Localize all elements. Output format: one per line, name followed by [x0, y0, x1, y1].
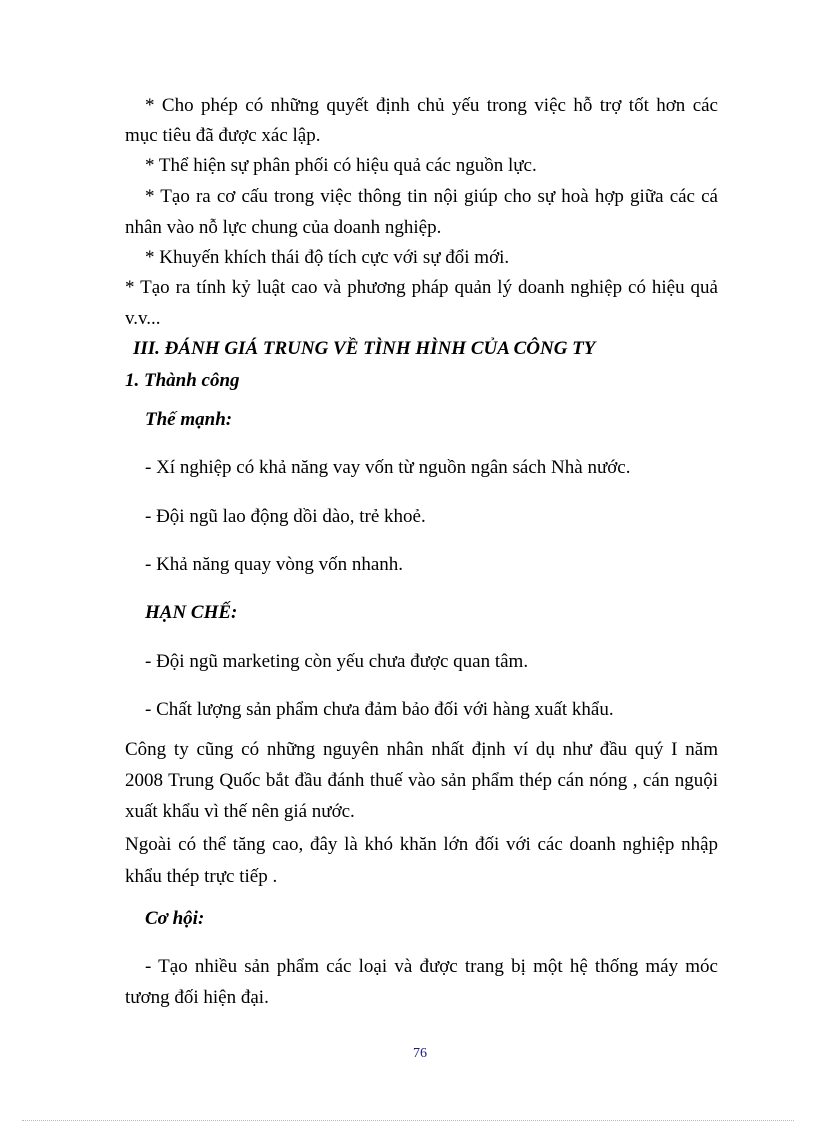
text-line: * Thể hiện sự phân phối có hiệu quả các nguồn lực. [145, 155, 537, 176]
text-line: * Khuyến khích thái độ tích cực với sự đổi mới. [145, 247, 510, 268]
list-item: - Chất lượng sản phẩm chưa đảm bảo đối với hàng xuất khẩu. [145, 699, 614, 720]
list-item: - Xí nghiệp có khả năng vay vốn từ nguồn ngân sách Nhà nước. [145, 457, 631, 478]
page-number: 76 [413, 1046, 427, 1061]
subsection-heading: 1. Thành công [125, 370, 240, 391]
section-heading: III. ĐÁNH GIÁ TRUNG VỀ TÌNH HÌNH CỦA CÔNG TY [133, 338, 596, 359]
list-item: - Khả năng quay vòng vốn nhanh. [145, 554, 404, 575]
text-line: mục tiêu đã được xác lập. [125, 125, 321, 146]
opportunities-heading: Cơ hội: [145, 908, 205, 929]
text-line: nhân vào nỗ lực chung của doanh nghiệp. [125, 217, 442, 238]
strengths-heading: Thế mạnh: [145, 409, 233, 430]
text-line: 2008 Trung Quốc bắt đầu đánh thuế vào sản phẩm thép cán nóng , cán nguội [125, 770, 718, 791]
text-line: tương đối hiện đại. [125, 987, 269, 1008]
text-line: khẩu thép trực tiếp . [125, 866, 278, 887]
text-line: Công ty cũng có những nguyên nhân nhất định ví dụ như đầu quý I năm [125, 739, 718, 760]
page-border [22, 1120, 794, 1121]
text-line: Ngoài có thể tăng cao, đây là khó khăn lớn đối với các doanh nghiệp nhập [125, 834, 718, 855]
text-line: - Tạo nhiều sản phẩm các loại và được trang bị một hệ thống máy móc [145, 956, 718, 977]
text-line: * Tạo ra cơ cấu trong việc thông tin nội giúp cho sự hoà hợp giữa các cá [145, 186, 718, 207]
limitations-heading: HẠN CHẾ: [145, 602, 238, 623]
text-line: xuất khẩu vì thế nên giá nước. [125, 801, 355, 822]
text-line: * Tạo ra tính kỷ luật cao và phương pháp quản lý doanh nghiệp có hiệu quả [125, 277, 718, 298]
text-line: v.v... [125, 308, 161, 329]
text-line: * Cho phép có những quyết định chủ yếu trong việc hỗ trợ tốt hơn các [145, 95, 718, 116]
list-item: - Đội ngũ marketing còn yếu chưa được quan tâm. [145, 651, 529, 672]
list-item: - Đội ngũ lao động dồi dào, trẻ khoẻ. [145, 506, 426, 527]
